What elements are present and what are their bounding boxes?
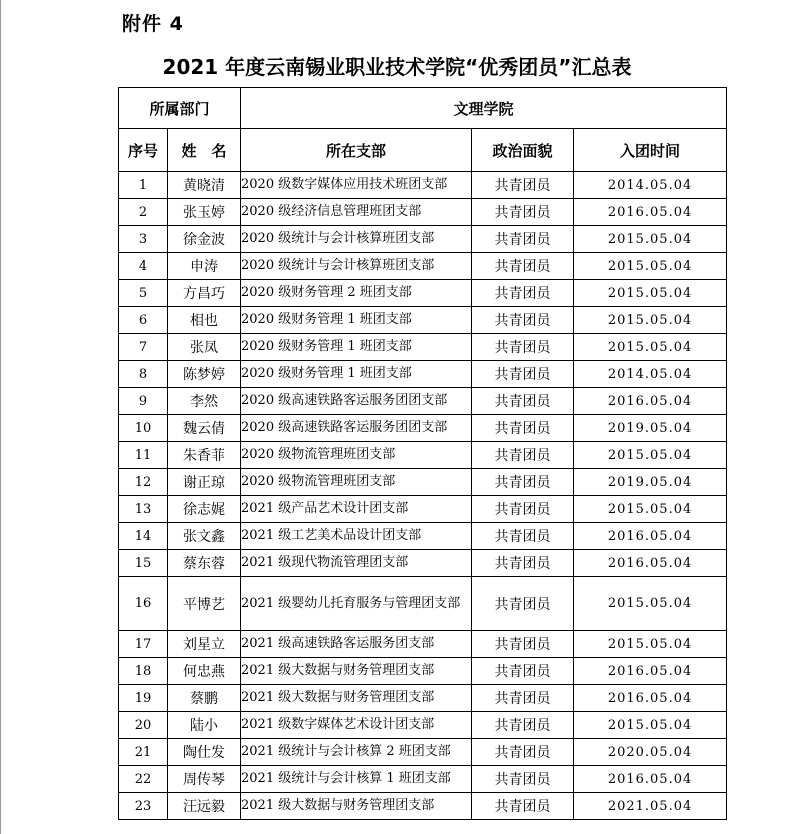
table-row (119, 307, 727, 334)
col-header-name: 姓 名 (168, 129, 241, 172)
branch-name: 2021 级数字媒体艺术设计团支部 (241, 712, 472, 739)
join-date: 2016.05.04 (574, 685, 727, 712)
join-date: 2015.05.04 (574, 253, 727, 280)
political-status: 共青团员 (472, 415, 574, 442)
table-row (119, 766, 727, 793)
political-status: 共青团员 (472, 631, 574, 658)
branch-name: 2021 级大数据与财务管理团支部 (241, 685, 472, 712)
political-status: 共青团员 (472, 253, 574, 280)
branch-name: 2021 级统计与会计核算 1 班团支部 (241, 766, 472, 793)
member-name: 李然 (168, 388, 241, 415)
table-row (119, 577, 727, 631)
table-row (119, 739, 727, 766)
col-header-branch: 所在支部 (241, 129, 472, 172)
branch-name: 2020 级财务管理 2 班团支部 (241, 280, 472, 307)
member-name: 徐志娓 (168, 496, 241, 523)
department-value: 文理学院 (241, 88, 727, 129)
row-index: 6 (119, 307, 168, 334)
table-row (119, 415, 727, 442)
join-date: 2015.05.04 (574, 334, 727, 361)
join-date: 2021.05.04 (574, 793, 727, 820)
join-date: 2019.05.04 (574, 469, 727, 496)
column-header-row (119, 129, 727, 172)
join-date: 2020.05.04 (574, 739, 727, 766)
join-date: 2016.05.04 (574, 550, 727, 577)
row-index: 5 (119, 280, 168, 307)
member-name: 朱香菲 (168, 442, 241, 469)
political-status: 共青团员 (472, 442, 574, 469)
branch-name: 2021 级婴幼儿托育服务与管理团支部 (241, 577, 472, 631)
member-name: 汪远毅 (168, 793, 241, 820)
political-status: 共青团员 (472, 307, 574, 334)
member-name: 黄晓清 (168, 172, 241, 199)
political-status: 共青团员 (472, 469, 574, 496)
row-index: 10 (119, 415, 168, 442)
row-index: 1 (119, 172, 168, 199)
join-date: 2015.05.04 (574, 496, 727, 523)
row-index: 21 (119, 739, 168, 766)
table-row (119, 199, 727, 226)
row-index: 12 (119, 469, 168, 496)
table-row (119, 658, 727, 685)
row-index: 3 (119, 226, 168, 253)
row-index: 13 (119, 496, 168, 523)
member-name: 陈梦婷 (168, 361, 241, 388)
table-row (119, 496, 727, 523)
department-header-row (119, 88, 727, 129)
roster-body (119, 172, 727, 820)
row-index: 20 (119, 712, 168, 739)
political-status: 共青团员 (472, 550, 574, 577)
political-status: 共青团员 (472, 766, 574, 793)
row-index: 14 (119, 523, 168, 550)
table-row (119, 334, 727, 361)
table-row (119, 172, 727, 199)
row-index: 17 (119, 631, 168, 658)
join-date: 2016.05.04 (574, 523, 727, 550)
member-name: 申涛 (168, 253, 241, 280)
row-index: 8 (119, 361, 168, 388)
join-date: 2019.05.04 (574, 415, 727, 442)
table-row (119, 793, 727, 820)
member-name: 方昌巧 (168, 280, 241, 307)
table-row (119, 253, 727, 280)
branch-name: 2020 级财务管理 1 班团支部 (241, 307, 472, 334)
join-date: 2014.05.04 (574, 172, 727, 199)
political-status: 共青团员 (472, 280, 574, 307)
row-index: 16 (119, 577, 168, 631)
branch-name: 2021 级大数据与财务管理团支部 (241, 658, 472, 685)
member-name: 张凤 (168, 334, 241, 361)
join-date: 2015.05.04 (574, 712, 727, 739)
page-left-edge (0, 0, 1, 834)
member-name: 刘星立 (168, 631, 241, 658)
branch-name: 2021 级高速铁路客运服务团支部 (241, 631, 472, 658)
member-name: 蔡鹏 (168, 685, 241, 712)
member-name: 陆小 (168, 712, 241, 739)
join-date: 2015.05.04 (574, 631, 727, 658)
row-index: 18 (119, 658, 168, 685)
political-status: 共青团员 (472, 577, 574, 631)
table-row (119, 685, 727, 712)
political-status: 共青团员 (472, 685, 574, 712)
member-name: 蔡东蓉 (168, 550, 241, 577)
branch-name: 2020 级高速铁路客运服务团团支部 (241, 388, 472, 415)
branch-name: 2021 级统计与会计核算 2 班团支部 (241, 739, 472, 766)
row-index: 23 (119, 793, 168, 820)
branch-name: 2020 级高速铁路客运服务团团支部 (241, 415, 472, 442)
political-status: 共青团员 (472, 199, 574, 226)
join-date: 2016.05.04 (574, 388, 727, 415)
political-status: 共青团员 (472, 226, 574, 253)
member-name: 谢正琼 (168, 469, 241, 496)
join-date: 2015.05.04 (574, 577, 727, 631)
political-status: 共青团员 (472, 658, 574, 685)
branch-name: 2021 级现代物流管理团支部 (241, 550, 472, 577)
member-name: 何忠燕 (168, 658, 241, 685)
political-status: 共青团员 (472, 361, 574, 388)
honor-roster-table (118, 87, 727, 820)
join-date: 2016.05.04 (574, 199, 727, 226)
join-date: 2015.05.04 (574, 307, 727, 334)
table-row (119, 226, 727, 253)
row-index: 2 (119, 199, 168, 226)
join-date: 2015.05.04 (574, 442, 727, 469)
political-status: 共青团员 (472, 712, 574, 739)
branch-name: 2020 级物流管理班团支部 (241, 442, 472, 469)
table-row (119, 712, 727, 739)
row-index: 22 (119, 766, 168, 793)
table-row (119, 361, 727, 388)
table-row (119, 280, 727, 307)
branch-name: 2020 级数字媒体应用技术班团支部 (241, 172, 472, 199)
row-index: 15 (119, 550, 168, 577)
branch-name: 2020 级统计与会计核算班团支部 (241, 226, 472, 253)
table-row (119, 388, 727, 415)
member-name: 张文鑫 (168, 523, 241, 550)
branch-name: 2021 级大数据与财务管理团支部 (241, 793, 472, 820)
row-index: 11 (119, 442, 168, 469)
join-date: 2015.05.04 (574, 280, 727, 307)
department-label: 所属部门 (119, 88, 241, 129)
branch-name: 2020 级财务管理 1 班团支部 (241, 334, 472, 361)
row-index: 19 (119, 685, 168, 712)
join-date: 2014.05.04 (574, 361, 727, 388)
col-header-political: 政治面貌 (472, 129, 574, 172)
table-row (119, 631, 727, 658)
col-header-index: 序号 (119, 129, 168, 172)
branch-name: 2021 级产品艺术设计团支部 (241, 496, 472, 523)
table-row (119, 469, 727, 496)
member-name: 徐金波 (168, 226, 241, 253)
member-name: 魏云倩 (168, 415, 241, 442)
row-index: 4 (119, 253, 168, 280)
member-name: 周传琴 (168, 766, 241, 793)
member-name: 张玉婷 (168, 199, 241, 226)
join-date: 2016.05.04 (574, 766, 727, 793)
table-row (119, 442, 727, 469)
political-status: 共青团员 (472, 334, 574, 361)
political-status: 共青团员 (472, 739, 574, 766)
political-status: 共青团员 (472, 388, 574, 415)
page-title: 2021 年度云南锡业职业技术学院“优秀团员”汇总表 (162, 55, 632, 79)
branch-name: 2020 级经济信息管理班团支部 (241, 199, 472, 226)
political-status: 共青团员 (472, 496, 574, 523)
branch-name: 2021 级工艺美术品设计团支部 (241, 523, 472, 550)
member-name: 相也 (168, 307, 241, 334)
member-name: 平博艺 (168, 577, 241, 631)
col-header-join-date: 入团时间 (574, 129, 727, 172)
political-status: 共青团员 (472, 793, 574, 820)
political-status: 共青团员 (472, 523, 574, 550)
attachment-label: 附件 4 (122, 13, 184, 35)
row-index: 7 (119, 334, 168, 361)
branch-name: 2020 级物流管理班团支部 (241, 469, 472, 496)
political-status: 共青团员 (472, 172, 574, 199)
table-row (119, 523, 727, 550)
table-row (119, 550, 727, 577)
join-date: 2015.05.04 (574, 226, 727, 253)
join-date: 2016.05.04 (574, 658, 727, 685)
branch-name: 2020 级统计与会计核算班团支部 (241, 253, 472, 280)
member-name: 陶仕发 (168, 739, 241, 766)
branch-name: 2020 级财务管理 1 班团支部 (241, 361, 472, 388)
row-index: 9 (119, 388, 168, 415)
